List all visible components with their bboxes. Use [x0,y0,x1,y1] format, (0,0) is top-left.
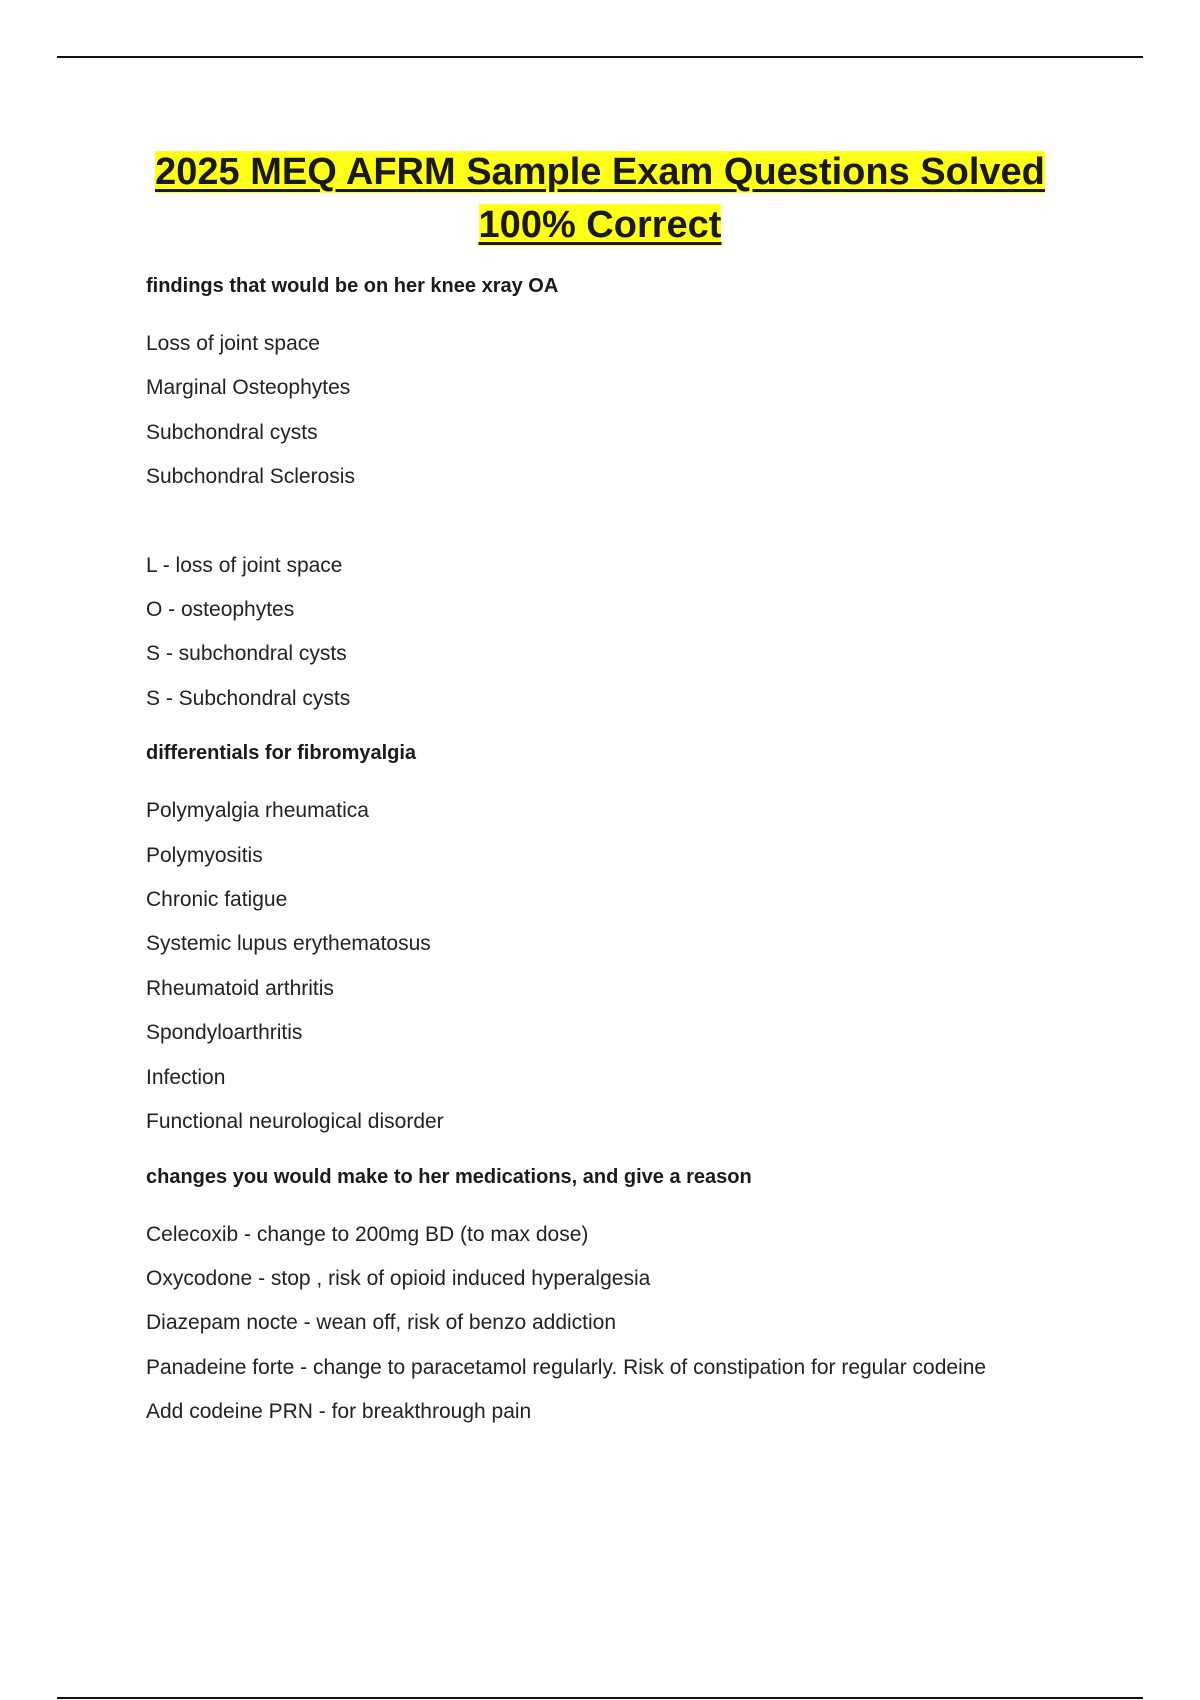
section-fibromyalgia [146,737,1106,1144]
answer-line: Functional neurological disorder [146,1110,444,1134]
answer-line: Marginal Osteophytes [146,376,351,400]
answer-line: Subchondral cysts [146,420,318,444]
answer-line: Rheumatoid arthritis [146,976,334,1000]
answer-line: Add codeine PRN - for breakthrough pain [146,1400,532,1424]
footer-rule [57,1697,1143,1699]
question-heading: findings that would be on her knee xray OA [146,275,559,297]
spacer [146,500,1106,544]
answer-line: Polymyositis [146,843,263,867]
mnemonic-line: L - loss of joint space [146,553,343,577]
document-title [0,146,1200,252]
mnemonic-line: O - osteophytes [146,598,295,622]
answer-line: Diazepam nocte - wean off, risk of benzo addiction [146,1311,617,1335]
answer-line: Panadeine forte - change to paracetamol regularly. Risk of constipation for regular codeine [146,1355,987,1379]
answer-line: Infection [146,1065,226,1089]
answer-line: Spondyloarthritis [146,1021,303,1045]
answer-line: Polymyalgia rheumatica [146,799,369,823]
mnemonic-line: S - subchondral cysts [146,642,347,666]
answer-line: Loss of joint space [146,332,320,355]
section-medications [146,1161,1106,1435]
title-line-2: 100% Correct [478,204,722,246]
answer-line: Oxycodone - stop , risk of opioid induced hyperalgesia [146,1266,651,1290]
question-heading: changes you would make to her medications, and give a reason [146,1165,752,1188]
answer-line: Systemic lupus erythematosus [146,932,431,956]
section-knee-xray [146,270,1106,721]
answer-line: Celecoxib - change to 200mg BD (to max dose) [146,1222,589,1246]
document-body [146,270,1106,1451]
answer-line: Subchondral Sclerosis [146,465,355,489]
answer-line: Chronic fatigue [146,888,288,912]
title-line-1: 2025 MEQ AFRM Sample Exam Questions Solved [155,151,1045,193]
mnemonic-line: S - Subchondral cysts [146,686,351,710]
header-rule [57,56,1143,58]
question-heading: differentials for fibromyalgia [146,742,417,765]
